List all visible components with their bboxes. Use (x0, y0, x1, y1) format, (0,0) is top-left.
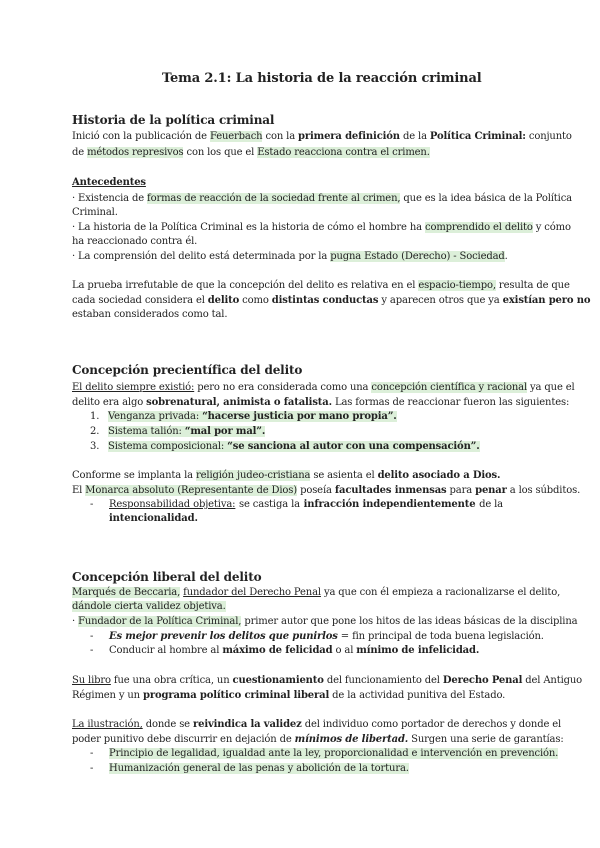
paragraph-line: · Fundador de la Política Criminal, primer autor que pone los hitos de las ideas básicas de la disciplina (72, 616, 578, 627)
paragraph-line: La prueba irrefutable de que la concepción del delito es relativa en el espacio-tiempo, resulta de que (72, 280, 570, 291)
subheading-antecedentes: Antecedentes (72, 177, 146, 188)
paragraph-line: Régimen y un programa político criminal liberal de la actividad punitiva del Estado. (72, 690, 506, 701)
dash-item-cont: intencionalidad. (109, 513, 198, 524)
paragraph-line: cada sociedad considera el delito como distintas conductas y aparecen otros que ya existían pero no (72, 295, 591, 306)
section-heading-precientifica: Concepción precientífica del delito (72, 363, 303, 377)
paragraph-line: El delito siempre existió: pero no era considerada como una concepción científica y racional ya que el (72, 382, 575, 393)
paragraph-line: Marqués de Beccaria, fundador del Derecho Penal ya que con él empieza a racionalizarse el delito, (72, 587, 561, 598)
list-item: · La comprensión del delito está determinada por la pugna Estado (Derecho) - Sociedad. (72, 251, 508, 262)
dash-item: Responsabilidad objetiva: se castiga la infracción independientemente de la (109, 499, 503, 510)
paragraph-line: estaban considerados como tal. (72, 309, 228, 320)
dash-item: Principio de legalidad, igualdad ante la ley, proporcionalidad e intervención en prevención. (109, 748, 559, 759)
section-heading-liberal: Concepción liberal del delito (72, 570, 262, 584)
paragraph-line: de métodos represivos con los que el Estado reacciona contra el crimen. (72, 147, 430, 158)
list-item-cont: Criminal. (72, 207, 118, 218)
dash-marker: - (90, 645, 94, 656)
dash-item: Conducir al hombre al máximo de felicidad o al mínimo de infelicidad. (109, 645, 480, 656)
dash-marker: - (90, 499, 94, 510)
list-item-cont: ha reaccionado contra él. (72, 236, 198, 247)
paragraph-line: Conforme se implanta la religión judeo-cristiana se asienta el delito asociado a Dios. (72, 470, 501, 481)
dash-marker: - (90, 748, 94, 759)
section-heading-politica-criminal: Historia de la política criminal (72, 113, 275, 127)
paragraph-line: dándole cierta validez objetiva. (72, 601, 226, 612)
paragraph-line: La ilustración, donde se reivindica la validez del individuo como portador de derechos y donde el (72, 719, 562, 730)
list-item: 1. Venganza privada: “hacerse justicia por mano propia”. (90, 411, 397, 422)
dash-item: Humanización general de las penas y abolición de la tortura. (109, 763, 409, 774)
paragraph-line: El Monarca absoluto (Representante de Dios) poseía facultades inmensas para penar a los súbditos. (72, 485, 581, 496)
dash-marker: - (90, 631, 94, 642)
list-item: 3. Sistema composicional: “se sanciona al autor con una compensación”. (90, 441, 480, 452)
page-title: Tema 2.1: La historia de la reacción criminal (162, 71, 482, 86)
list-item: · La historia de la Política Criminal es la historia de cómo el hombre ha comprendido el delito y cómo (72, 222, 571, 233)
paragraph-line: delito era algo sobrenatural, animista o fatalista. Las formas de reaccionar fueron las siguientes: (72, 397, 570, 408)
list-item: 2. Sistema talión: “mal por mal”. (90, 426, 266, 437)
dash-marker: - (90, 763, 94, 774)
list-item: · Existencia de formas de reacción de la sociedad frente al crimen, que es la idea básica de la Política (72, 193, 572, 204)
paragraph-line: Su libro fue una obra crítica, un cuestionamiento del funcionamiento del Derecho Penal del Antiguo (72, 675, 583, 686)
paragraph-line: Inició con la publicación de Feuerbach con la primera definición de la Política Criminal: conjunto (72, 131, 572, 142)
dash-item: Es mejor prevenir los delitos que punirlos = fin principal de toda buena legislación. (109, 631, 544, 642)
paragraph-line: poder punitivo debe discurrir en dejación de mínimos de libertad. Surgen una serie de garantías: (72, 734, 564, 745)
